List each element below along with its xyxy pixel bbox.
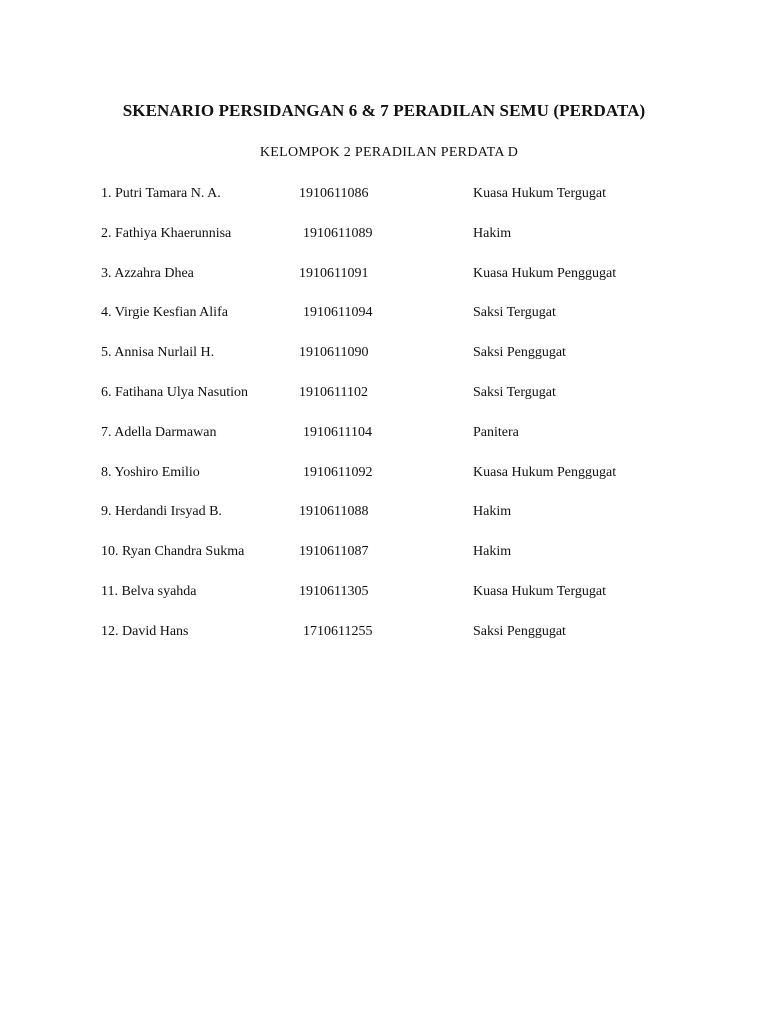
member-row (0, 383, 768, 423)
member-nim: 1910611092 (303, 464, 373, 480)
member-name: 11. Belva syahda (101, 583, 197, 599)
member-name: 3. Azzahra Dhea (101, 265, 194, 281)
member-name: 1. Putri Tamara N. A. (101, 186, 221, 201)
member-row (0, 184, 768, 224)
member-role: Kuasa Hukum Penggugat (473, 265, 617, 281)
member-role: Hakim (473, 504, 512, 520)
member-nim: 1910611086 (299, 186, 369, 201)
member-name: 5. Annisa Nurlail H. (101, 345, 215, 361)
member-name: 12. David Hans (101, 623, 189, 639)
member-row (0, 423, 768, 463)
member-list (0, 184, 768, 662)
member-row (0, 303, 768, 343)
member-role: Hakim (473, 225, 512, 241)
member-name: 6. Fatihana Ulya Nasution (101, 384, 248, 400)
member-role: Saksi Penggugat (473, 345, 566, 361)
member-row (0, 264, 768, 304)
member-role: Hakim (473, 544, 512, 560)
member-name: 4. Virgie Kesfian Alifa (101, 305, 228, 321)
member-nim: 1910611089 (303, 225, 373, 241)
member-row (0, 582, 768, 622)
member-row (0, 622, 768, 662)
member-nim: 1910611090 (299, 345, 369, 361)
member-name: 2. Fathiya Khaerunnisa (101, 225, 232, 241)
member-role: Saksi Penggugat (473, 623, 566, 639)
member-role: Panitera (473, 424, 519, 440)
member-role: Saksi Tergugat (473, 305, 556, 321)
member-nim: 1910611094 (303, 305, 373, 321)
member-name: 7. Adella Darmawan (101, 424, 217, 440)
member-role: Kuasa Hukum Tergugat (473, 583, 607, 599)
member-name: 9. Herdandi Irsyad B. (101, 504, 222, 520)
member-nim: 1910611104 (303, 424, 372, 440)
member-row (0, 502, 768, 542)
member-nim: 1910611305 (299, 583, 369, 599)
member-row (0, 224, 768, 264)
member-role: Saksi Tergugat (473, 384, 556, 400)
document-subtitle: KELOMPOK 2 PERADILAN PERDATA D (259, 145, 519, 160)
member-nim: 1910611091 (299, 265, 369, 281)
member-nim: 1910611102 (299, 384, 368, 400)
member-row (0, 542, 768, 582)
document-title: SKENARIO PERSIDANGAN 6 & 7 PERADILAN SEMU (PERDATA) (122, 101, 646, 120)
member-nim: 1910611087 (299, 544, 369, 560)
member-role: Kuasa Hukum Penggugat (473, 464, 617, 480)
member-name: 8. Yoshiro Emilio (101, 464, 200, 480)
member-row (0, 343, 768, 383)
member-row (0, 463, 768, 503)
member-name: 10. Ryan Chandra Sukma (101, 544, 245, 560)
member-role: Kuasa Hukum Tergugat (473, 186, 607, 201)
member-nim: 1910611088 (299, 504, 369, 520)
member-nim: 1710611255 (303, 623, 373, 639)
